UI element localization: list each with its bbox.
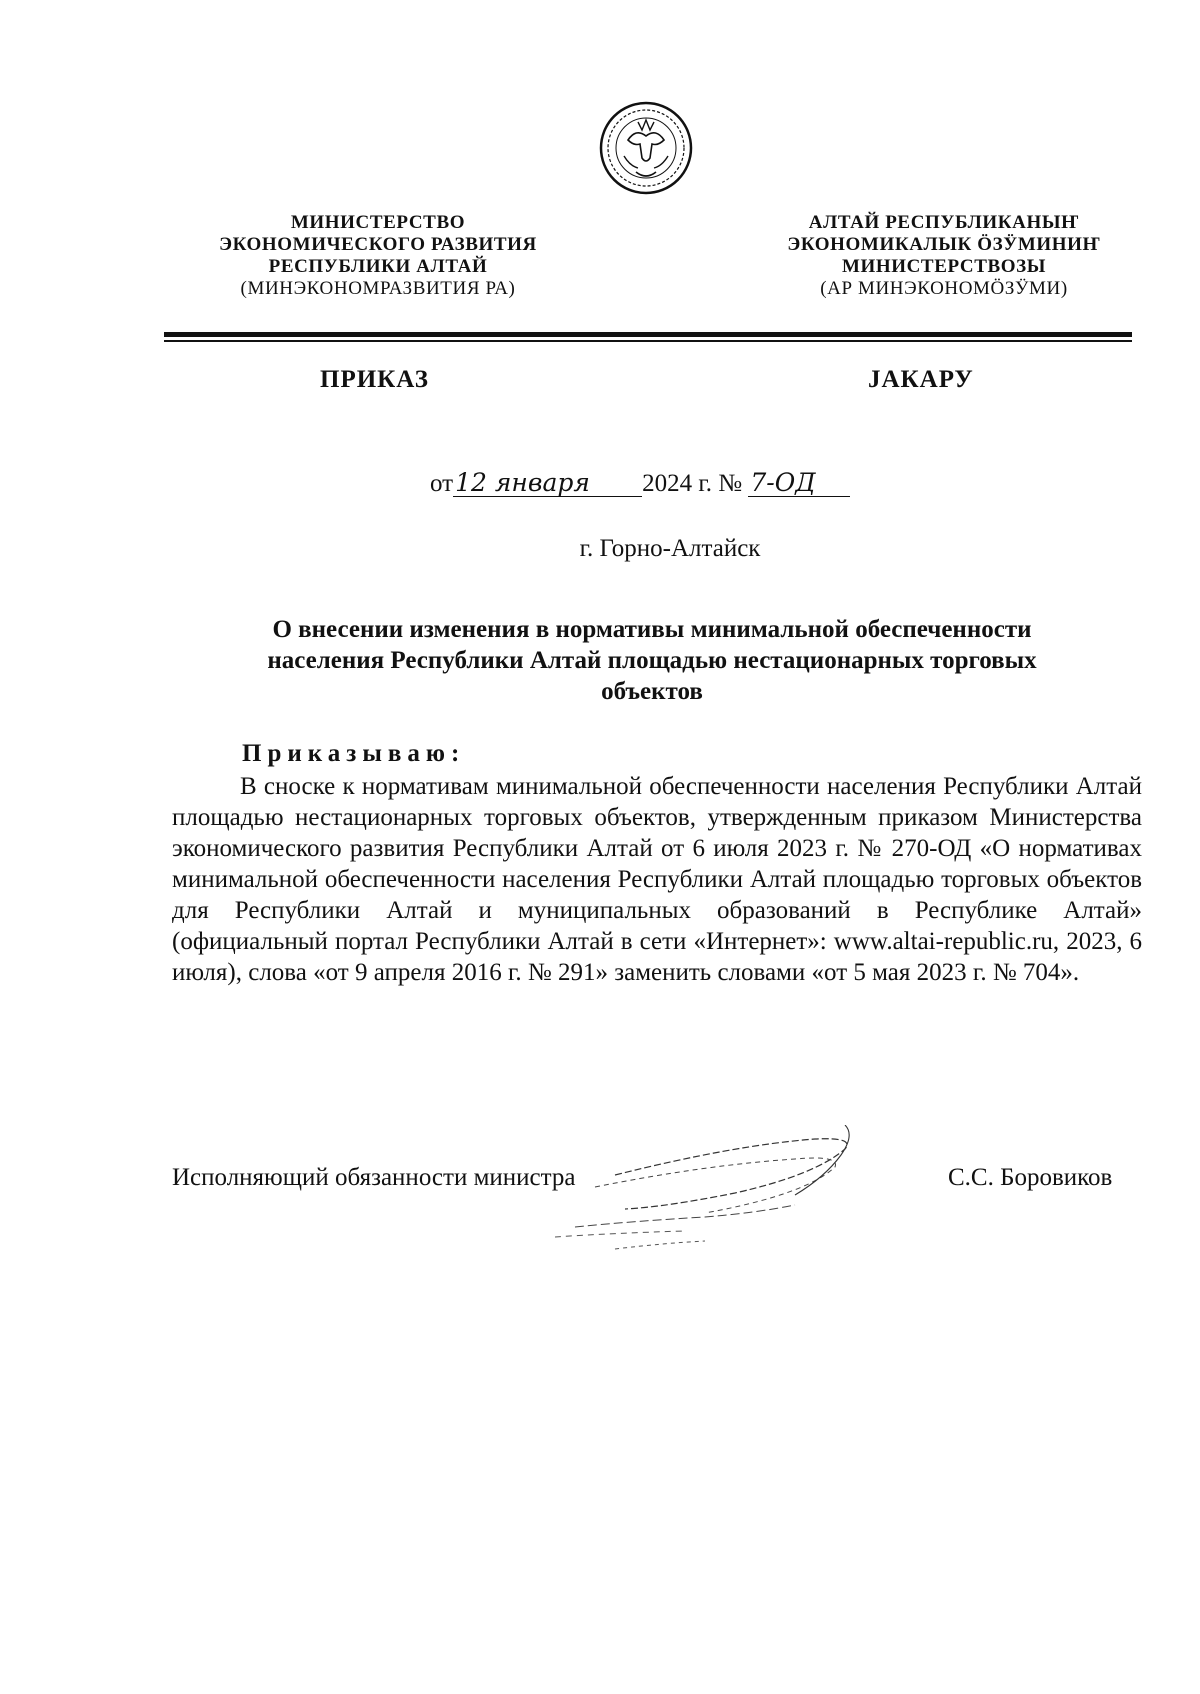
order-directive-heading: Приказываю:: [242, 740, 466, 767]
date-prefix: от: [430, 470, 454, 497]
coat-of-arms-icon: [598, 100, 694, 196]
year-and-number-label: 2024 г. №: [642, 470, 743, 497]
handwritten-date: 12 января: [453, 470, 642, 497]
ministry-abbreviation: (АР МИНЭКОНОМÖЗӰМИ): [820, 278, 1068, 299]
ministry-name-line: МИНИСТЕРСТВОЗЫ: [841, 256, 1047, 277]
order-date-line: [430, 470, 870, 498]
order-title-altai: JАКАРУ: [868, 366, 974, 393]
ministry-name-line: МИНИСТЕРСТВО: [290, 212, 466, 233]
ministry-name-russian: [168, 212, 588, 300]
order-title-russian: ПРИКАЗ: [320, 366, 429, 393]
header-divider: [164, 332, 1132, 337]
ministry-name-line: ЭКОНОМИКАЛЫК ÖЗӰМИНИҤ: [787, 234, 1101, 255]
header-divider-thin: [164, 340, 1132, 342]
city-name: г. Горно-Алтайск: [579, 535, 761, 562]
signatory-position: Исполняющий обязанности министра: [172, 1164, 576, 1191]
document-title: [172, 614, 1132, 707]
handwritten-order-number: 7-ОД: [748, 470, 850, 497]
ministry-name-altai: [744, 212, 1144, 300]
order-body-paragraph: В сноске к нормативам минимальной обеспеченности населения Республики Алтай площадью нестационарных торговых объектов, утвержденным приказом Министерства экономического развития Республики Алтай от 6 июля 2023 г. № 270-ОД «О нормативах минимальной обеспеченности населения Республики Алтай площадью торговых объектов для Республики Алтай и муниципальных образований в Республике Алтай» (официальный портал Республики Алтай в сети «Интернет»: www.altai-republic.ru, 2023, 6 июля), слова «от 9 апреля 2016 г. № 291» заменить словами «от 5 мая 2023 г. № 704».: [172, 773, 1142, 986]
ministry-name-line: ЭКОНОМИЧЕСКОГО РАЗВИТИЯ: [219, 234, 537, 255]
title-line: объектов: [601, 678, 703, 705]
handwritten-signature-icon: [555, 1125, 935, 1255]
signatory-name: С.С. Боровиков: [948, 1164, 1113, 1191]
ministry-name-line: АЛТАЙ РЕСПУБЛИКАНЫҤ: [808, 212, 1080, 233]
title-line: населения Республики Алтай площадью нестационарных торговых: [267, 647, 1037, 674]
ministry-abbreviation: (МИНЭКОНОМРАЗВИТИЯ РА): [240, 278, 516, 299]
ministry-name-line: РЕСПУБЛИКИ АЛТАЙ: [268, 256, 488, 277]
title-line: О внесении изменения в нормативы минимальной обеспеченности: [272, 616, 1032, 643]
